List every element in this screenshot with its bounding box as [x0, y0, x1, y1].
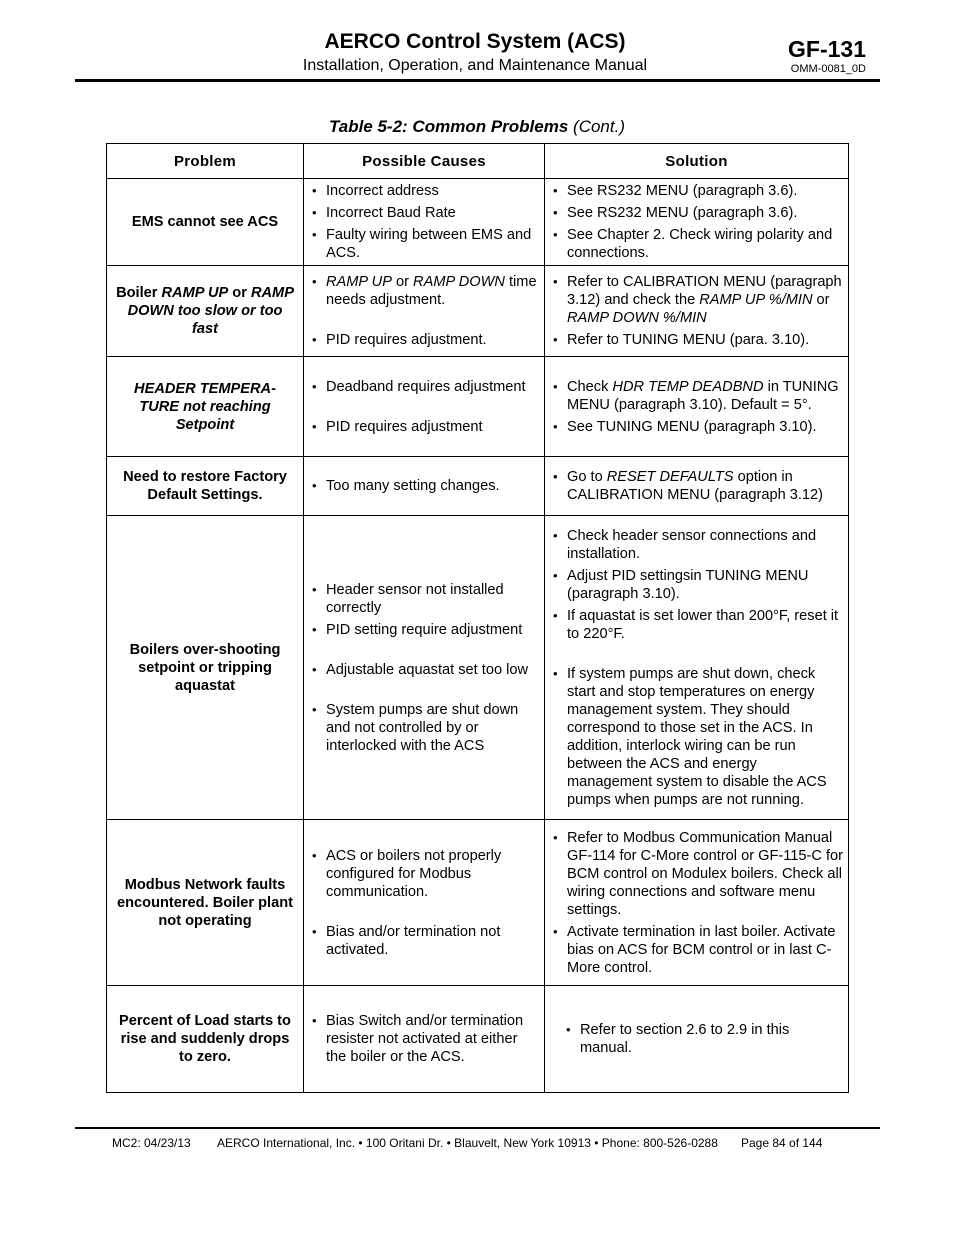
- cause-item: • Bias and/or termination not activated.: [309, 923, 540, 959]
- solution-cell: [545, 179, 849, 266]
- causes-cell: [304, 986, 545, 1093]
- solution-item: • Refer to Modbus Communication Manual GF-114 for C-More control or GF-115-C for BCM control on Modulex boilers. Check all wiring connections and software menu settings.: [550, 829, 844, 919]
- document-subtitle: Installation, Operation, and Maintenance Manual: [302, 57, 648, 74]
- causes-cell: [304, 457, 545, 516]
- causes-cell: [304, 357, 545, 457]
- solution-text-italic: RAMP UP %/MIN: [699, 292, 813, 308]
- cause-item: • Incorrect Baud Rate: [309, 204, 540, 222]
- column-header-causes: Possible Causes: [304, 144, 545, 179]
- footer-revision: MC2: 04/23/13: [112, 1136, 191, 1150]
- solution-cell: [545, 357, 849, 457]
- page-header: [75, 28, 866, 82]
- cause-item: • PID requires adjustment: [309, 418, 540, 436]
- solution-item: • If system pumps are shut down, check start and stop temperatures on energy management system. They should correspond to those set in the ACS. In addition, interlock wiring can be run between the ACS and energy management system to disable the ACS pumps when pumps are not running.: [550, 665, 844, 809]
- solution-text: Go to: [567, 469, 607, 485]
- problem-cell: EMS cannot see ACS: [107, 179, 304, 266]
- footer-rule: [75, 1127, 880, 1129]
- solution-cell: [545, 986, 849, 1093]
- causes-cell: [304, 266, 545, 357]
- table-header-row: [107, 144, 849, 179]
- header-rule: [75, 79, 880, 82]
- column-header-solution: Solution: [545, 144, 849, 179]
- column-header-problem: Problem: [107, 144, 304, 179]
- solution-cell: [545, 516, 849, 820]
- solution-cell: [545, 266, 849, 357]
- problem-text-italic: RAMP UP: [161, 285, 229, 301]
- solution-cell: [545, 820, 849, 986]
- solution-item: • See RS232 MENU (paragraph 3.6).: [550, 204, 844, 222]
- table-caption-title: Table 5-2: Common Problems: [328, 117, 569, 136]
- cause-text: time needs adjustment.: [326, 274, 537, 308]
- cause-text-italic: RAMP UP: [326, 274, 392, 290]
- solution-item: [550, 273, 844, 327]
- solution-item: [550, 378, 844, 414]
- cause-item: • Incorrect address: [309, 182, 540, 200]
- table-row: [107, 820, 849, 986]
- footer-page-number: Page 84 of 144: [741, 1136, 823, 1150]
- problem-cell: [107, 266, 304, 357]
- solution-text: Refer to CALIBRATION MENU (paragraph 3.12) and check the: [567, 274, 842, 308]
- cause-item: [309, 273, 540, 309]
- cause-item: • Too many setting changes.: [309, 477, 540, 495]
- solution-text: or: [812, 292, 830, 308]
- problem-cell: [107, 357, 304, 457]
- cause-item: • PID requires adjustment.: [309, 331, 540, 349]
- problem-cell: Modbus Network faults encountered. Boiler plant not operating: [107, 820, 304, 986]
- document-title: AERCO Control System (ACS): [324, 30, 626, 53]
- problem-text: or: [228, 285, 251, 301]
- cause-item: • Adjustable aquastat set too low: [309, 661, 540, 679]
- causes-cell: [304, 179, 545, 266]
- solution-item: • See RS232 MENU (paragraph 3.6).: [550, 182, 844, 200]
- document-code: GF-131: [788, 36, 866, 62]
- solution-item: [550, 468, 844, 504]
- cause-item: • PID setting require adjustment: [309, 621, 540, 639]
- table-row: [107, 516, 849, 820]
- causes-cell: [304, 820, 545, 986]
- solution-item: • Activate termination in last boiler. Activate bias on ACS for BCM control or in last C-More control.: [550, 923, 844, 977]
- cause-item: • System pumps are shut down and not controlled by or interlocked with the ACS: [309, 701, 540, 755]
- solution-text: in TUNING MENU (paragraph 3.10). Default = 5°.: [567, 378, 839, 413]
- solution-text: option in CALIBRATION MENU (paragraph 3.12): [567, 469, 824, 503]
- cause-item: • ACS or boilers not properly configured for Modbus communication.: [309, 847, 540, 901]
- cause-item: • Header sensor not installed correctly: [309, 581, 540, 617]
- problem-cell: Need to restore Factory Default Settings.: [107, 457, 304, 516]
- solution-cell: [545, 457, 849, 516]
- solution-item: • See TUNING MENU (paragraph 3.10).: [550, 418, 844, 436]
- cause-item: • Faulty wiring between EMS and ACS.: [309, 226, 540, 262]
- solution-text: Check: [567, 378, 613, 395]
- cause-item: • Bias Switch and/or termination resister not activated at either the boiler or the ACS.: [309, 1012, 540, 1066]
- table-row: [107, 266, 849, 357]
- solution-text-italic: HDR TEMP DEADBND: [612, 378, 764, 395]
- table-caption-cont: (Cont.): [573, 117, 625, 136]
- problem-cell: Boilers over-shooting setpoint or tripping aquastat: [107, 516, 304, 820]
- cause-item: • Deadband requires adjustment: [309, 378, 540, 396]
- solution-item: • Refer to TUNING MENU (para. 3.10).: [550, 331, 844, 349]
- solution-text-italic: RAMP DOWN %/MIN: [567, 310, 707, 326]
- solution-item: • See Chapter 2. Check wiring polarity and connections.: [550, 226, 844, 262]
- cause-text: or: [391, 274, 414, 290]
- table-row: [107, 357, 849, 457]
- cause-text-italic: RAMP DOWN: [413, 274, 505, 290]
- table-row: [107, 457, 849, 516]
- footer-company-address: AERCO International, Inc. • 100 Oritani Dr. • Blauvelt, New York 10913 • Phone: 800-526-0288: [217, 1136, 718, 1150]
- table-caption: [0, 117, 954, 137]
- common-problems-table: [106, 143, 849, 1093]
- document-number: OMM-0081_0D: [790, 63, 866, 75]
- solution-item: • If aquastat is set lower than 200°F, reset it to 220°F.: [550, 607, 844, 643]
- table-row: [107, 179, 849, 266]
- problem-text: Boiler: [116, 285, 162, 301]
- solution-text-italic: RESET DEFAULTS: [606, 469, 734, 485]
- problem-text-italic: HEADER TEMPERA-TURE not reaching Setpoint: [134, 380, 276, 433]
- problem-cell: Percent of Load starts to rise and suddenly drops to zero.: [107, 986, 304, 1093]
- solution-item: • Refer to section 2.6 to 2.9 in this manual.: [563, 1021, 844, 1057]
- causes-cell: [304, 516, 545, 820]
- solution-item: • Check header sensor connections and installation.: [550, 527, 844, 563]
- table-row: [107, 986, 849, 1093]
- problem-text-italic: RAMP DOWN too slow or too fast: [127, 285, 294, 337]
- solution-item: • Adjust PID settingsin TUNING MENU (paragraph 3.10).: [550, 567, 844, 603]
